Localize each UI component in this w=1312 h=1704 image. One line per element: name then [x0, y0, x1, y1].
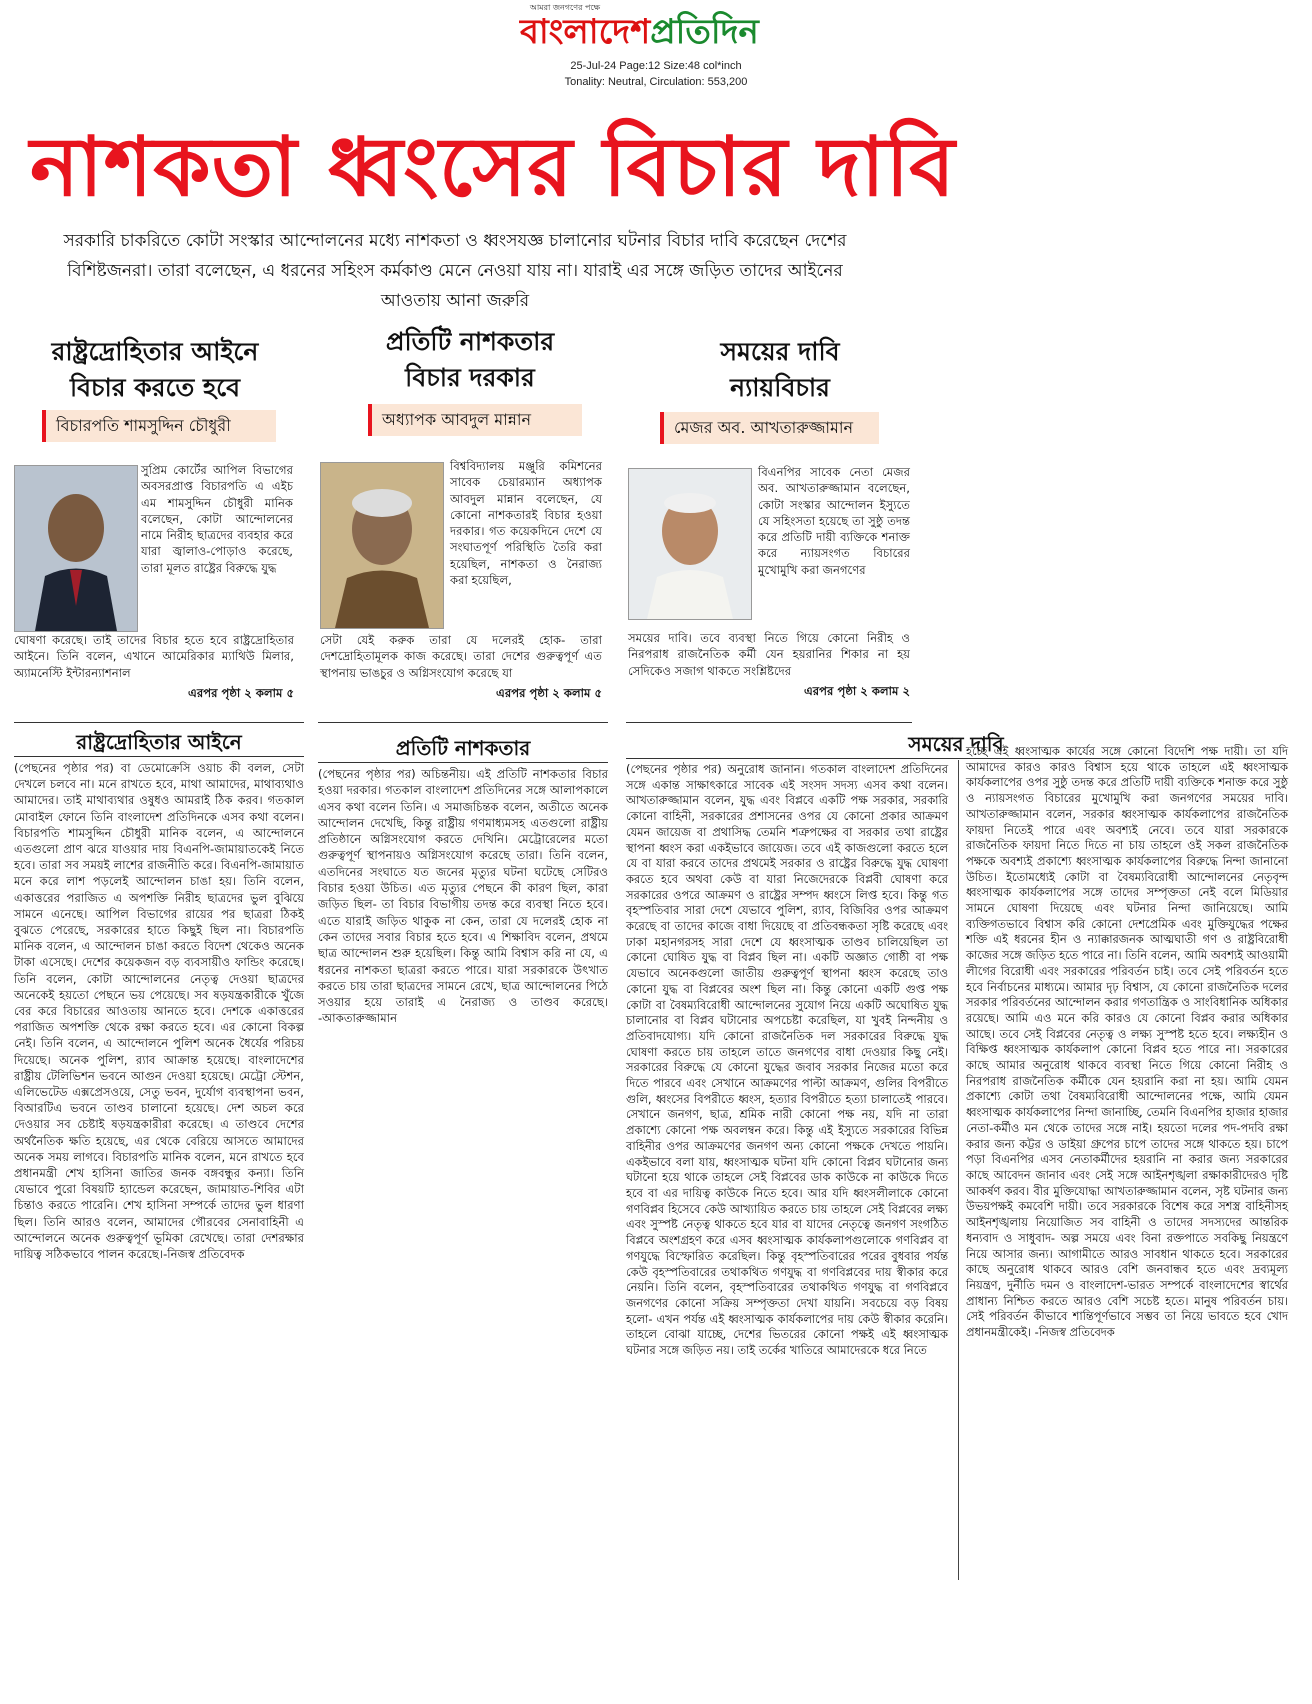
column-1-body: ঘোষণা করেছে। তাই তাদের বিচার হতে হবে রাষ্ট্রদ্রোহিতার আইনে। তিনি বলেন, এখানে আমেরিকার ম্যাথিউ মিলার, অ্যামনেস্টি ইন্টারন্যাশনাল [14, 633, 294, 680]
column-3-portrait [628, 468, 752, 620]
masthead-tagline: আমরা জনগণের পক্ষে [529, 3, 601, 12]
section-divider-2 [318, 722, 608, 723]
logo-part-1: বাংলাদেশ [520, 12, 651, 52]
column-rule [958, 760, 959, 1580]
column-3-text-below [628, 630, 910, 699]
column-2-continued: এরপর পৃষ্ঠা ২ কলাম ৫ [496, 685, 602, 700]
column-3-text-beside: বিএনপির সাবেক নেতা মেজর অব. আখতারুজ্জামান বলেছেন, কোটা সংস্কার আন্দোলন ইস্যুতে যে সহিংসতা হয়েছে তা সুষ্ঠু তদন্ত করে প্রতিটি দায়ী ব্যক্তিকে শনাক্ত করে ন্যায়সংগত বিচারের মুখোমুখি করা জনগণের [758, 465, 910, 577]
column-3-body: সময়ের দাবি। তবে ব্যবস্থা নিতে গিয়ে কোনো নিরীহ ও নিরপরাধ রাজনৈতিক কর্মী যেন হয়রানির শিকার না হয় সেদিকেও সজাগ থাকতে সংশ্লিষ্টদের [628, 631, 910, 678]
column-2-text-beside: বিশ্ববিদ্যালয় মঞ্জুরি কমিশনের সাবেক চেয়ারম্যান অধ্যাপক আবদুল মান্নান বলেছেন, যে কোনো নাশকতারই বিচার হওয়া দরকার। গত কয়েকদিনে দেশে যে সংঘাতপূর্ণ পরিস্থিতি তৈরি করা হয়েছিল, নাশকতা ও নৈরাজ্য করা হয়েছিল, [450, 459, 602, 588]
column-2-text-below [320, 632, 602, 701]
article-headline: নাশকতা ধ্বংসের বিচার দাবি [30, 120, 956, 215]
column-1-title-line-1: রাষ্ট্রদ্রোহিতার আইনে [51, 337, 259, 366]
column-2-byline: অধ্যাপক আবদুল মান্নান [368, 404, 582, 436]
column-1-byline: বিচারপতি শামসুদ্দিন চৌধুরী [42, 410, 276, 442]
jump-3-title: সময়ের দাবি [626, 730, 1286, 759]
newspaper-logo [520, 12, 759, 52]
jump-2-title: প্রতিটি নাশকতার [318, 734, 608, 763]
column-2-title [320, 324, 620, 396]
column-2-title-line-2: বিচার দরকার [405, 363, 535, 392]
jump-1-title: রাষ্ট্রদ্রোহিতার আইনে [14, 728, 304, 757]
column-2-body: সেটা যেই করুক তারা যে দলেরই হোক- তারা দেশদ্রোহিতামূলক কাজ করেছে। তারা দেশের গুরুত্বপূর্ণ এত স্থাপনায় ভাঙচুর ও অগ্নিসংযোগ করেছে যা [320, 633, 602, 680]
column-1-text-beside: সুপ্রিম কোর্টের আপিল বিভাগের অবসরপ্রাপ্ত বিচারপতি এ এইচ এম শামসুদ্দিন চৌধুরী মানিক বলেছেন, কোটা আন্দোলনের নামে নিরীহ ছাত্রদের ব্যবহার করে যারা জ্বালাও-পোড়াও করেছে, তারা মূলত রাষ্ট্রের বিরুদ্ধে যুদ্ধ [141, 463, 293, 575]
column-2-portrait [320, 462, 444, 629]
column-3-byline: মেজর অব. আখতারুজ্জামান [660, 412, 879, 444]
column-1-title-line-2: বিচার করতে হবে [69, 373, 241, 402]
masthead [0, 0, 1312, 60]
jump-3-text-col-1: (পেছনের পৃষ্ঠার পর) অনুরোধ জানান। গতকাল বাংলাদেশ প্রতিদিনের সঙ্গে একান্ত সাক্ষাৎকারে সাবেক এই সংসদ সদস্য এসব কথা বলেন। আখতারুজ্জামান বলেন, যুদ্ধ এবং বিপ্লবে একটি পক্ষ সরকার, সরকারি কোনো বাহিনী, সরকারের প্রশাসনের ওপর যে কোনো প্রকার আক্রমণ যেমন জায়েজ বা প্রথাসিদ্ধ তেমনি শত্রুপক্ষের বা সরকার তথা রাষ্ট্রের স্থাপনা ধ্বংস করা একইভাবে জায়েজ। তবে এই কাজগুলো করতে হলে যে বা যারা করবে তাদের প্রথমেই সরকার ও রাষ্ট্রের বিরুদ্ধে যুদ্ধ ঘোষণা করতে হবে অথবা কেউ বা যারা নিজেদেরকে বিপ্লবী ঘোষণা করে সরকারের ওপরে আক্রমণ ও রাষ্ট্রের সম্পদ ধ্বংসে লিপ্ত হবে। কিন্তু গত বৃহস্পতিবার সারা দেশে যেভাবে পুলিশ, র‌্যাব, বিজিবির ওপর আক্রমণ করেছে বা তাদের কাজে বাধা দিয়েছে বা প্রতিবন্ধকতা সৃষ্টি করেছে এবং ঢাকা মহানগরসহ সারা দেশে যে ধ্বংসাত্মক তাণ্ডব চালিয়েছিল তা কোনো ঘোষিত যুদ্ধ বা বিপ্লব ছিল না। একটি অজ্ঞাত গোষ্ঠী বা পক্ষ যেভাবে অনেকগুলো জাতীয় গুরুত্বপূর্ণ স্থাপনা ধ্বংস করেছে তাও কোনো যুদ্ধ বা বিপ্লবের অংশ ছিল না। কিন্তু কোনো একটি গুপ্ত পক্ষ কোটা বা বৈষম্যবিরোধী আন্দোলনের সুযোগ নিয়ে একটি অঘোষিত যুদ্ধ চালানোর বা বিপ্লব ঘটানোর অপচেষ্টা করেছিল, যা খুবই নিন্দনীয় ও প্রতিবাদযোগ্য। যদি কোনো রাজনৈতিক দল সরকারের বিরুদ্ধে যুদ্ধ ঘোষণা করতে চায় তাহলে তাতে জনগণের বাধা দেওয়ার কিছু নেই। সরকারের বিরুদ্ধে যে কোনো যুদ্ধের জবাব সরকার নিজের মতো করে দিতে পারবে এবং সেখানে আক্রমণের পাল্টা আক্রমণ, গুলির বিপরীতে গুলি, ধ্বংসের বিপরীতে ধ্বংস, হত্যার বিপরীতে হত্যা চালাতেই পারবে। সেখানে জনগণ, ছাত্র, শ্রমিক নারী কোনো পক্ষ নয়, যদি না তারা প্রকাশ্যে কোনো পক্ষ অবলম্বন করে। কিন্তু এই ইস্যুতে সরকারের বিভিন্ন বাহিনীর ওপর আক্রমণের জনগণ অন্য কোনো পক্ষকে দেখতে পায়নি। একইভাবে বলা যায়, ধ্বংসাত্মক ঘটনা যদি কোনো বিপ্লব ঘটানোর জন্য ঘটানো হয়ে থাকে তাহলে সেই বিপ্লবের ডাক কাউকে না কাউকে দিতে হবে বা এর দায়িত্ব কাউকে নিতে হবে। আর যদি ধ্বংসলীলাকে কোনো গণবিপ্লব হিসেবে কেউ আখ্যায়িত করতে চায় তাহলে সেই বিপ্লবের লক্ষ্য এবং সুস্পষ্ট নেতৃত্ব থাকতে হবে যার বা যাদের নেতৃত্বে জনগণ সংগঠিত বিপ্লবে অংশগ্রহণ করে এসব ধ্বংসাত্মক কার্যকলাপগুলোকে গণবিপ্লব বা গণযুদ্ধে বিস্ফোরিত করেছিল। কিন্তু বৃহস্পতিবারের পরের বুধবার পর্যন্ত কেউ বৃহস্পতিবারের তথাকথিত গণযুদ্ধ বা গণবিপ্লবের দায় স্বীকার করে নেয়নি। তিনি বলেন, বৃহস্পতিবারের তথাকথিত গণযুদ্ধ বা গণবিপ্লবে জনগণের কোনো সক্রিয় সম্পৃক্ততা দেখা যায়নি। সবচেয়ে বড় বিষয় হলো- এখন পর্যন্ত এই ধ্বংসাত্মক কার্যকলাপের দায় কেউ স্বীকার করেনি। তাহলে বোঝা যাচ্ছে, দেশের ভিতরের কোনো পক্ষই এই ধ্বংসাত্মক ঘটনার সঙ্গে জড়িত নয়। তাই তর্কের খাতিরে আমাদেরকে ধরে নিতে [626, 762, 948, 1358]
jump-1-text: (পেছনের পৃষ্ঠার পর) বা ডেমোক্রেসি ওয়াচ কী বলল, সেটা দেখলে চলবে না। মনে রাখতে হবে, মাথা আমাদের, মাথাব্যথাও আমাদের। তাই মাথাব্যথার ওষুধও আমরাই ঠিক করব। গতকাল মোবাইল ফোনে তিনি বাংলাদেশ প্রতিদিনকে এসব কথা বলেন। বিচারপতি শামসুদ্দিন চৌধুরী মানিক বলেন, এ আন্দোলনে এতগুলো প্রাণ ঝরে যাওয়ার দায় বিএনপি-জামায়াতকেই নিতে হবে। তারা সব সময়ই লাশের রাজনীতি করে। বিএনপি-জামায়াত মনে করে লাশ পড়লেই আন্দোলন চাঙা হয়। তিনি বলেন, একাত্তরের পরাজিত এ অপশক্তি নিরীহ ছাত্রদের ভুল বুঝিয়ে সামনে এনেছে। আপিল বিভাগের রায়ের পর ছাত্ররা ঠিকই বুঝতে পেরেছে, সরকারের হাতে কিছুই ছিল না। বিচারপতি মানিক বলেন, এ আন্দোলন চাঙা করতে বিদেশ থেকেও অনেক টাকা এসেছে। দেশের কয়েকজন বড় ব্যবসায়ীও ফান্ডিং করেছে। তিনি বলেন, কোটা আন্দোলনের নেতৃত্ব দেওয়া ছাত্রদের অনেকেই হয়তো পেছনে ভয় পেয়েছে। সব ষড়যন্ত্রকারীকে খুঁজে বের করে বিচারের আওতায় আনতে হবে। দেশকে একাত্তরের পরাজিত অপশক্তি থেকে রক্ষা করতে হবে। এর কোনো বিকল্প নেই। তিনি বলেন, এ আন্দোলনে পুলিশ অনেক ধৈর্যের পরিচয় দিয়েছে। অনেক পুলিশ, র‌্যাব আক্রান্ত হয়েছে। বাংলাদেশের রাষ্ট্রীয় টেলিভিশন ভবনে আগুন দেওয়া হয়েছে। মেট্রো স্টেশন, এলিভেটেড এক্সপ্রেসওয়ে, সেতু ভবন, দুর্যোগ ব্যবস্থাপনা ভবন, বিআরটিএ ভবনে তাণ্ডব চালানো হয়েছে। দেশ অচল করে দেওয়ার সব চেষ্টাই ষড়যন্ত্রকারীরা করেছে। এ তাণ্ডবে দেশের অর্থনৈতিক ক্ষতি হয়েছে, এর থেকে বেরিয়ে আসতে আমাদের অনেক সময় লাগবে। বিচারপতি মানিক বলেন, মনে রাখতে হবে প্রধানমন্ত্রী শেখ হাসিনা জাতির জনক বঙ্গবন্ধুর কন্যা। তিনি যেভাবে পুরো বিষয়টি হ্যান্ডেল করেছেন, জামায়াত-শিবির এটা চিন্তাও করতে পারেনি। শেখ হাসিনা সম্পর্কে তাদের ভুল ধারণা ছিল। তিনি আরও বলেন, আমাদের গৌরবের সেনাবাহিনী এ আন্দোলনে অনেক গুরুত্বপূর্ণ ভূমিকা রেখেছে। তারা দেশরক্ষার দায়িত্ব সঠিকভাবে পালন করেছে।-নিজস্ব প্রতিবেদক [14, 761, 304, 1262]
article-intro: সরকারি চাকরিতে কোটা সংস্কার আন্দোলনের মধ্যে নাশকতা ও ধ্বংসযজ্ঞ চালানোর ঘটনার বিচার দাবি করেছেন দেশের বিশিষ্টজনরা। তারা বলেছেন, এ ধরনের সহিংস কর্মকাণ্ড মেনে নেওয়া যায় না। যারাই এর সঙ্গে জড়িত তাদের আইনের আওতায় আনা জরুরি [63, 231, 847, 311]
column-2-title-line-1: প্রতিটি নাশকতার [385, 327, 555, 356]
column-1-title [20, 334, 290, 406]
clip-meta-line-2: Tonality: Neutral, Circulation: 553,200 [564, 76, 748, 88]
column-3-title-line-2: ন্যায়বিচার [730, 373, 830, 402]
logo-part-2: প্রতিদিন [650, 12, 759, 52]
column-3-title-line-1: সময়ের দাবি [720, 337, 840, 366]
column-1-portrait [14, 465, 138, 632]
jump-2-text: (পেছনের পৃষ্ঠার পর) অচিন্তনীয়। এই প্রতিটি নাশকতার বিচার হওয়া দরকার। গতকাল বাংলাদেশ প্রতিদিনের সঙ্গে আলাপকালে এসব কথা বলেন তিনি। এ সমাজচিন্তক বলেন, অতীতে অনেক আন্দোলন দেখেছি, কিন্তু রাষ্ট্রীয় গণমাধ্যমসহ এতগুলো রাষ্ট্রীয় প্রতিষ্ঠানে অগ্নিসংযোগ করতে দেখিনি। মেট্রোরেলের মতো গুরুত্বপূর্ণ স্থাপনায়ও অগ্নিসংযোগ করেছে তারা। তিনি বলেন, এতদিনের সংঘাতে যত জনের মৃত্যুর ঘটনা ঘটেছে সেটিরও বিচার হওয়া উচিত। এত মৃত্যুর পেছনে কী কারণ ছিল, কারা জড়িত ছিল- তা বিচার বিভাগীয় তদন্ত করে ব্যবস্থা নিতে হবে। এতে যারাই জড়িত থাকুক না কেন, তারা যে দলেরই হোক না কেন তাদের সবার বিচার হতে হবে। এ শিক্ষাবিদ বলেন, প্রথমে ছাত্র আন্দোলন শুরু হয়েছিল। কিন্তু আমি বিশ্বাস করি না যে, এ ধরনের নাশকতা ছাত্ররা করতে পারে। যারা সরকারকে উৎখাত করতে চায় তারা ছাত্রদের সামনে রেখে, ছাত্র আন্দোলনের পিঠে সওয়ার হয়ে তারাই এ নৈরাজ্য ও তাণ্ডব করেছে। -আকতারুজ্জামান [318, 767, 608, 1026]
clip-meta-line-1: 25-Jul-24 Page:12 Size:48 col*inch [570, 60, 742, 72]
column-3-continued: এরপর পৃষ্ঠা ২ কলাম ২ [803, 683, 910, 698]
jump-3-text-col-2: হচ্ছে এই ধ্বংসাত্মক কার্যের সঙ্গে কোনো বিদেশি পক্ষ দায়ী। তা যদি আমাদের কারও কারও বিশ্বাস হয়ে থাকে তাহলে এই ধ্বংসাত্মক কার্যকলাপের ওপর সুষ্ঠু তদন্ত করে প্রতিটি দায়ী ব্যক্তিকে শনাক্ত করে সুষ্ঠু ও ন্যায়সংগত বিচারের মুখোমুখি করা জনগণের সময়ের দাবি। আখতারুজ্জামান বলেন, সরকার ধ্বংসাত্মক কার্যকলাপের রাজনৈতিক ফায়দা নিতেই পারে এবং অবশ্যই নেবে। তবে যারা সরকারকে রাজনৈতিক ফায়দা নিতে দিতে না চায় তাহলে ওই সকল রাজনৈতিক পক্ষকে অবশ্যই প্রকাশ্যে ধ্বংসাত্মক কার্যকলাপের বিরুদ্ধে নিন্দা জানানো উচিত। ইতোমধ্যেই কোটা বা বৈষম্যবিরোধী আন্দোলনের নেতৃবৃন্দ ধ্বংসাত্মক কার্যকলাপের সঙ্গে তাদের সম্পৃক্ততা নেই বলে মিডিয়ার সামনে ঘোষণা দিয়েছে এবং ঘটনার নিন্দা জানিয়েছে। আমি ব্যক্তিগতভাবে বিশ্বাস করি কোনো দেশপ্রেমিক এবং মুক্তিযুদ্ধের পক্ষের শক্তি এই ধরনের হীন ও ন্যাক্কারজনক আত্মঘাতী গণ ও রাষ্ট্রবিরোধী কাজের সঙ্গে জড়িত হতে পারে না। তিনি বলেন, আমি অবশ্যই আওয়ামী লীগের বিরোধী এবং সরকারের পরিবর্তন চাই। তবে সেই পরিবর্তন হতে হবে নির্বাচনের মাধ্যমে। আমার দৃঢ় বিশ্বাস, যে কোনো রাজনৈতিক দলের সরকার পরিবর্তনের আন্দোলন করার গণতান্ত্রিক ও সাংবিধানিক অধিকার রয়েছে। আমি এও মনে করি কারও যে কোনো বিপ্লব করার অধিকার আছে। তবে সেই বিপ্লবের নেতৃত্ব ও লক্ষ্য সুস্পষ্ট হতে হবে। লক্ষ্যহীন ও বিক্ষিপ্ত ধ্বংসাত্মক কার্যকলাপ কোনো বিপ্লব হতে পারে না। সরকারের কাছে আমার অনুরোধ থাকবে ব্যবস্থা নিতে গিয়ে কোনো নিরীহ ও নিরপরাধ রাজনৈতিক কর্মীকে যেন হয়রানি করা না হয়। আমি যেমন প্রকাশ্যে কোটা তথা বৈষম্যবিরোধী আন্দোলনের পক্ষে, আমি যেমন ধ্বংসাত্মক কার্যকলাপের নিন্দা জানাচ্ছি, তেমনি বিএনপির হাজার হাজার নেতা-কর্মীও মন থেকে তাদের সঙ্গে নাই। হয়তো দলের পদ-পদবি রক্ষা করার জন্য কট্টর ও ডাইয়া গ্রুপের চাপে তাদের সঙ্গে থাকতে হয়। চাপে পড়া বিএনপির এসব নেতাকর্মীদের হয়রানি না করার জন্য সরকারের কাছে আবেদন জানাব এবং সেই সঙ্গে আইনশৃঙ্খলা রক্ষাকারীদেরও দৃষ্টি আকর্ষণ করব। বীর মুক্তিযোদ্ধা আখতারুজ্জামান বলেন, সৃষ্ট ঘটনার জন্য উভয়পক্ষই কমবেশি দায়ী। তবে সরকারকে বিশেষ করে সশস্ত্র বাহিনীসহ আইনশৃঙ্খলায় নিয়োজিত সব বাহিনী ও তাদের সদস্যদের আন্তরিক ধন্যবাদ ও সাধুবাদ- অল্প সময়ে এবং বিনা রক্তপাতে সবকিছু নিয়ন্ত্রণে নিয়ে আসার জন্য। আগামীতে আরও সাবধান থাকতে হবে। সরকারের কাছে অনুরোধ থাকবে আরও বেশি জনবান্ধব হতে এবং দ্রব্যমূল্য নিয়ন্ত্রণ, দুর্নীতি দমন ও বাংলাদেশ-ভারত সম্পর্কে বাংলাদেশের স্বার্থের প্রাধান্য নিশ্চিত করতে আরও বেশি সচেষ্ট হতে। মানুষ পরিবর্তন চায়। সেই পরিবর্তন কীভাবে শান্তিপূর্ণভাবে সম্ভব তা নিয়ে ভাবতে হবে খোদ প্রধানমন্ত্রীকেই। -নিজস্ব প্রতিবেদক [966, 744, 1288, 1340]
column-3-title [630, 334, 930, 406]
column-1-continued: এরপর পৃষ্ঠা ২ কলাম ৫ [188, 685, 294, 700]
column-1-text-below [14, 632, 294, 701]
section-divider-3 [626, 722, 912, 723]
section-divider-1 [14, 722, 304, 723]
